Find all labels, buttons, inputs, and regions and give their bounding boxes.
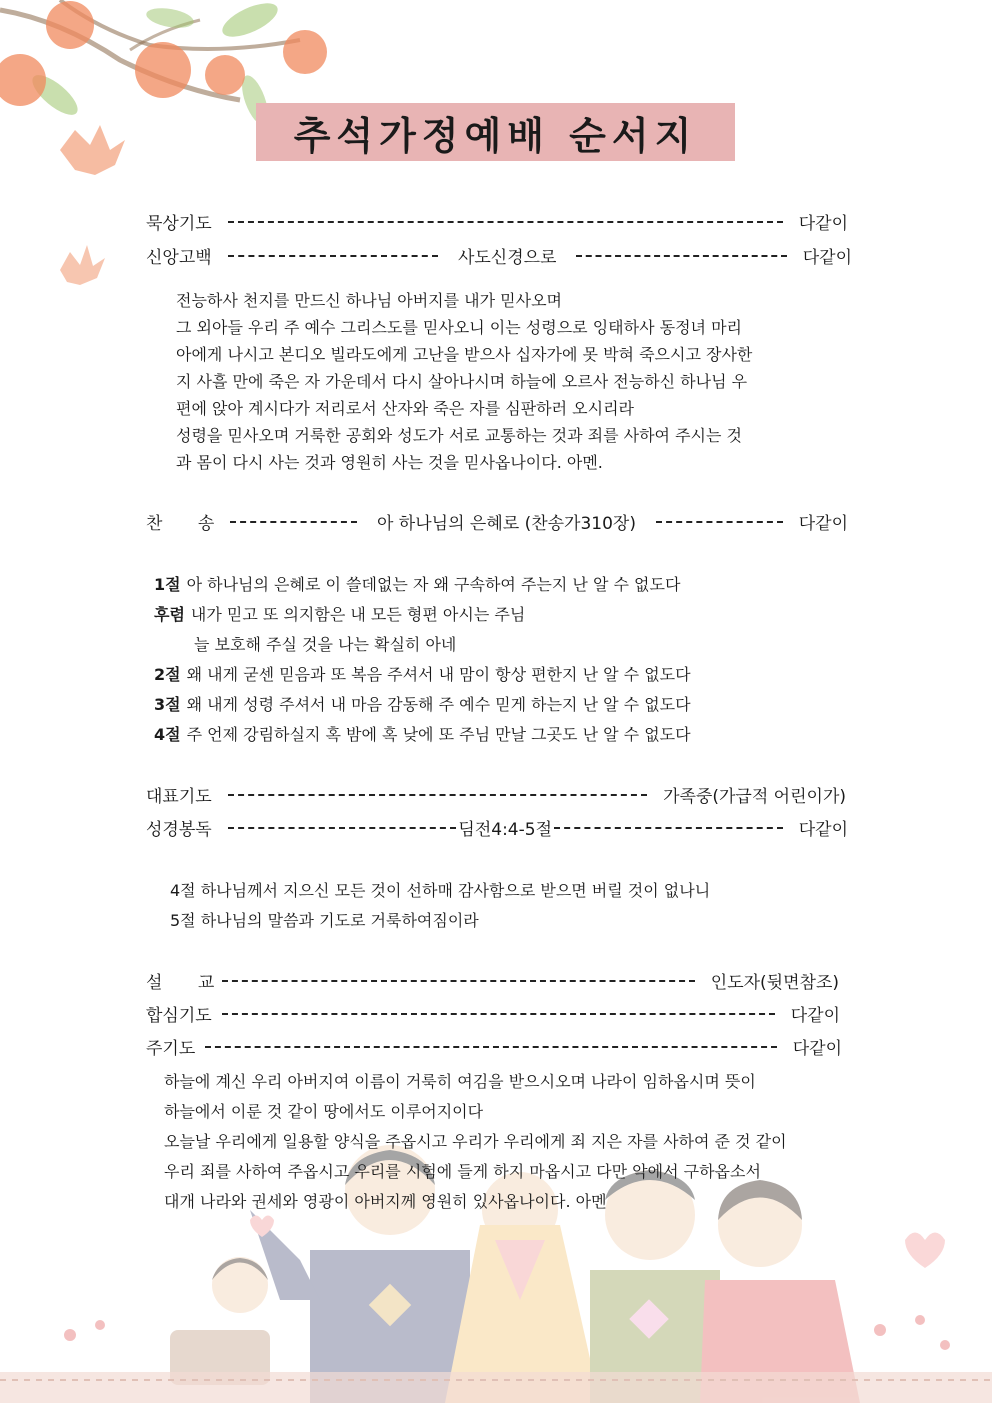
maple-leaf-icon [55, 240, 110, 290]
text-line: 하늘에서 이룬 것 같이 땅에서도 이루어지이다 [164, 1102, 484, 1121]
text-line: 과 몸이 다시 사는 것과 영원히 사는 것을 믿사옵나이다. 아멘. [176, 453, 603, 472]
order-detail: 사도신경으로 [457, 247, 557, 268]
title-banner [256, 103, 735, 161]
text-line: 5절 하나님의 말씀과 기도로 거룩하여짐이라 [170, 911, 479, 930]
dashed-leader [656, 521, 783, 523]
order-participant: 다같이 [798, 213, 848, 234]
verse-tag: 3절 [154, 695, 181, 714]
dashed-leader [228, 794, 647, 796]
dashed-leader [205, 1046, 776, 1048]
verse-tag: 2절 [154, 665, 181, 684]
text-line: 우리 죄를 사하여 주옵시고 우리를 시험에 들게 하지 마옵시고 다만 악에서 구하옵소서 [164, 1162, 761, 1181]
hymn-verse [154, 602, 525, 625]
order-participant: 인도자(뒷면참조) [710, 972, 839, 993]
order-detail: 아 하나님의 은혜로 (찬송가310장) [376, 513, 636, 534]
verse-text: 왜 내게 성령 주셔서 내 마음 감동해 주 예수 믿게 하는지 난 알 수 없도다 [186, 695, 691, 714]
order-sermon [146, 967, 839, 993]
verse-text: 아 하나님의 은혜로 이 쓸데없는 자 왜 구속하여 주는지 난 알 수 없도다 [186, 575, 681, 594]
text-line: 편에 앉아 계시다가 저리로서 산자와 죽은 자를 심판하러 오시리라 [176, 399, 635, 418]
order-participant: 다같이 [792, 1038, 842, 1059]
order-participant: 가족중(가급적 어린이가) [663, 786, 846, 807]
dashed-leader [230, 521, 357, 523]
order-scripture [146, 814, 848, 840]
text-line: 4절 하나님께서 지으신 모든 것이 선하매 감사함으로 받으면 버릴 것이 없나니 [170, 881, 711, 900]
lords-prayer-text [164, 1067, 787, 1217]
hymn-verse [194, 632, 456, 655]
order-label: 성경봉독 [146, 819, 212, 840]
order-label: 대표기도 [146, 786, 212, 807]
text-line: 아에게 나시고 본디오 빌라도에게 고난을 받으사 십자가에 못 박혀 죽으시고 장사한 [176, 345, 753, 364]
text-line: 오늘날 우리에게 일용할 양식을 주옵시고 우리가 우리에게 죄 지은 자를 사하여 준 것 같이 [164, 1132, 787, 1151]
text-line: 전능하사 천지를 만드신 하나님 아버지를 내가 믿사오며 [176, 291, 563, 310]
order-creed [146, 242, 852, 268]
verse-tag: 1절 [154, 575, 181, 594]
order-participant: 다같이 [798, 513, 848, 534]
order-unison-prayer [146, 1000, 840, 1026]
hymn-verse [154, 692, 691, 715]
order-participant: 다같이 [802, 247, 852, 268]
dashed-leader [228, 255, 438, 257]
dashed-leader [554, 827, 783, 829]
text-line: 성령을 믿사오며 거룩한 공회와 성도가 서로 교통하는 것과 죄를 사하여 주시는 것 [176, 426, 742, 445]
order-label: 설 교 [146, 972, 215, 993]
order-label: 주기도 [146, 1038, 196, 1059]
verse-text: 왜 내게 굳센 믿음과 또 복음 주셔서 내 맘이 항상 편한지 난 알 수 없도다 [186, 665, 691, 684]
persimmon-icon [46, 1, 94, 49]
verse-text: 늘 보호해 주실 것을 나는 확실히 아네 [194, 635, 457, 654]
order-lords-prayer [146, 1033, 842, 1059]
text-line: 대개 나라와 권세와 영광이 아버지께 영원히 있사옵나이다. 아멘 [164, 1192, 607, 1211]
hymn-verse [154, 722, 691, 745]
dashed-leader [222, 1013, 775, 1015]
hymn-verse [154, 662, 691, 685]
order-label: 찬 송 [146, 513, 215, 534]
verse-text: 주 언제 강림하실지 혹 밤에 혹 낮에 또 주님 만날 그곳도 난 알 수 없도다 [186, 725, 691, 744]
dashed-leader [228, 827, 457, 829]
order-representative-prayer [146, 781, 846, 807]
order-silent-prayer [146, 208, 848, 234]
text-line: 지 사흘 만에 죽은 자 가운데서 다시 살아나시며 하늘에 오르사 전능하신 하나님 우 [176, 372, 748, 391]
text-line: 하늘에 계신 우리 아버지여 이름이 거룩히 여김을 받으시오며 나라이 임하옵시며 뜻이 [164, 1072, 756, 1091]
persimmon-branch-decoration [0, 0, 340, 200]
order-hymn [146, 508, 848, 534]
hymn-verse [154, 572, 680, 595]
order-detail: 딤전4:4-5절 [458, 819, 552, 840]
maple-leaf-icon [60, 125, 125, 175]
order-participant: 다같이 [798, 819, 848, 840]
order-label: 합심기도 [146, 1005, 212, 1026]
verse-tag: 후렴 [154, 605, 185, 624]
order-participant: 다같이 [790, 1005, 840, 1026]
text-line: 그 외아들 우리 주 예수 그리스도를 믿사오니 이는 성령으로 잉태하사 동정녀 마리 [176, 318, 742, 337]
dashed-leader [228, 221, 783, 223]
order-label: 묵상기도 [146, 213, 212, 234]
creed-text [176, 287, 752, 476]
page-title: 추석가정예배 순서지 [293, 112, 698, 158]
scripture-text [170, 876, 710, 936]
order-label: 신앙고백 [146, 247, 212, 268]
dashed-leader [222, 980, 695, 982]
dashed-leader [576, 255, 786, 257]
verse-text: 내가 믿고 또 의지함은 내 모든 형편 아시는 주님 [190, 605, 526, 624]
verse-tag: 4절 [154, 725, 181, 744]
